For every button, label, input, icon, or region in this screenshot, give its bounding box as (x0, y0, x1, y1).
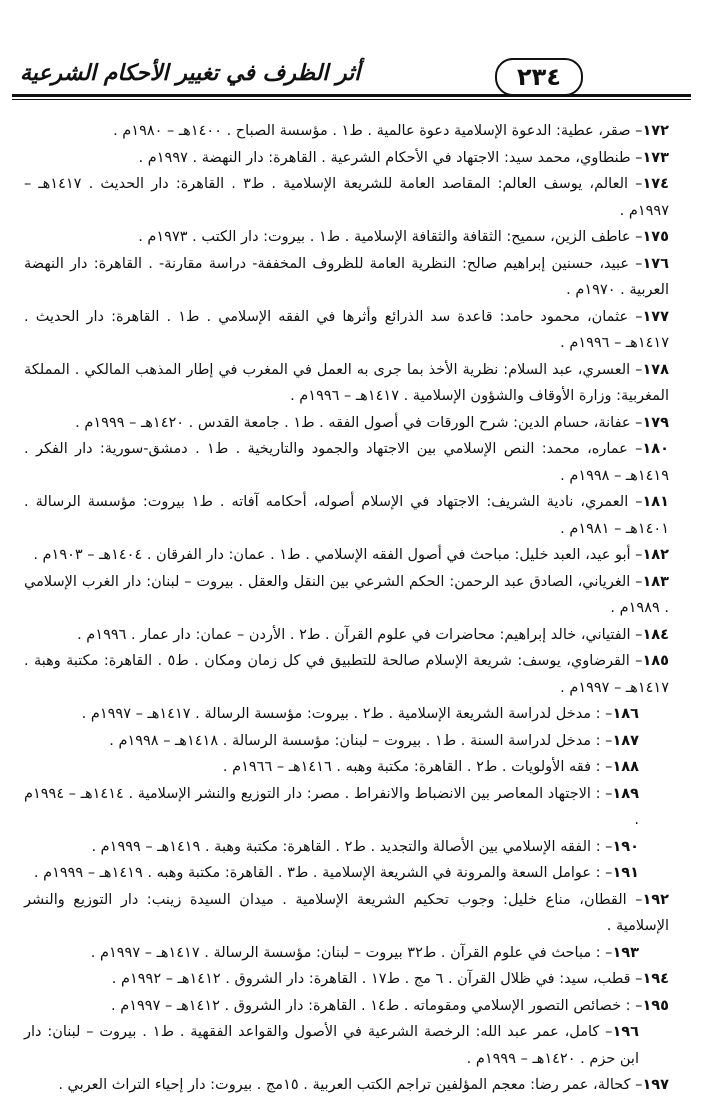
bibliography-entry (24, 728, 669, 755)
entry-text: – : الاجتهاد المعاصر بين الانضباط والانفراط . مصر: دار التوزيع والنشر الإسلامية . ١٤١٤هـ – ١٩٩٤م . (24, 785, 639, 828)
bibliography-entry (24, 781, 669, 834)
bibliography-entry (24, 224, 669, 251)
entry-number: ١٧٣ (642, 149, 669, 166)
entry-text: – العمري، نادية الشريف: الاجتهاد في الإسلام أصوله، أحكامه آفاته . ط١ بيروت: مؤسسة الرسالة . ١٤٠١هـ – ١٩٨١م . (24, 494, 669, 537)
bibliography-entry (24, 648, 669, 701)
entry-text: – الغرياني، الصادق عبد الرحمن: الحكم الشرعي بين النقل والعقل . بيروت – لبنان: دار الغرب الإسلامي . ١٩٨٩م . (24, 573, 669, 616)
entry-number: ١٨٠ (642, 441, 669, 457)
entry-text: – : مباحث في علوم القرآن . ط٣٢ بيروت – لبنان: مؤسسة الرسالة . ١٤١٧هـ – ١٩٩٧م . (90, 944, 613, 961)
entry-number: ١٨٢ (642, 547, 669, 563)
bibliography-entry (24, 887, 669, 940)
bibliography-entry (24, 569, 669, 622)
entry-number: ١٩٣ (612, 944, 639, 961)
bibliography-list (24, 118, 669, 1099)
entry-text: – صقر، عطية: الدعوة الإسلامية دعوة عالمية . ط١ . مؤسسة الصباح . ١٤٠٠هـ – ١٩٨٠م . (113, 123, 643, 139)
bibliography-entry (24, 701, 669, 728)
running-title: أثر الظرف في تغيير الأحكام الشرعية (20, 60, 361, 86)
entry-number: ١٩٤ (642, 971, 669, 987)
entry-number: ١٩٠ (612, 838, 639, 855)
entry-text: – : مدخل لدراسة السنة . ط١ . بيروت – لبنان: مؤسسة الرسالة . ١٤١٨هـ – ١٩٩٨م . (109, 732, 613, 749)
bibliography-entry (24, 542, 669, 569)
bibliography-entry (24, 860, 669, 887)
entry-number: ١٧٥ (642, 229, 669, 245)
bibliography-entry (24, 436, 669, 489)
entry-text: – : مدخل لدراسة الشريعة الإسلامية . ط٢ . بيروت: مؤسسة الرسالة . ١٤١٧هـ – ١٩٩٧م . (81, 706, 613, 722)
entry-text: – عماره، محمد: النص الإسلامي بين الاجتهاد والجمود والتاريخية . ط١ . دمشق-سورية: دار الفكر . ١٤١٩هـ – ١٩٩٨م . (24, 441, 669, 484)
bibliography-entry (24, 754, 669, 781)
entry-number: ١٧٨ (642, 361, 669, 378)
bibliography-entry (24, 1019, 669, 1072)
entry-number: ١٨٩ (612, 785, 639, 802)
entry-number: ١٨٦ (612, 706, 639, 722)
entry-text: – : خصائص التصور الإسلامي ومقوماته . ط١٤ . القاهرة: دار الشروق . ١٤١٢هـ – ١٩٩٧م . (111, 997, 643, 1014)
page-header (12, 50, 691, 102)
header-rule (12, 94, 691, 100)
entry-number: ١٧٩ (642, 414, 669, 431)
bibliography-entry (24, 251, 669, 304)
entry-text: – كامل، عمر عبد الله: الرخصة الشرعية في الأصول والقواعد الفقهية . ط١ . بيروت – لبنان: دار ابن حزم . ١٤٢٠هـ – ١٩٩٩م . (24, 1024, 639, 1067)
bibliography-entry (24, 118, 669, 145)
entry-number: ١٨٥ (642, 653, 669, 669)
entry-text: – عاطف الزين، سميح: الثقافة والثقافة الإسلامية . ط١ . بيروت: دار الكتب . ١٩٧٣م . (138, 229, 643, 245)
entry-text: – : فقه الأولويات . ط٢ . القاهرة: مكتبة وهبه . ١٤١٦هـ – ١٩٦٦م . (222, 759, 613, 775)
bibliography-entry (24, 410, 669, 437)
entry-number: ١٧٧ (642, 308, 670, 325)
bibliography-entry (24, 966, 669, 993)
bibliography-entry (24, 304, 669, 357)
entry-text: – الفتياني، خالد إبراهيم: محاضرات في علوم القرآن . ط٢ . الأردن – عمان: دار عمار . ١٩٩٦م . (77, 626, 643, 643)
bibliography-entry (24, 357, 669, 410)
entry-number: ١٨٤ (642, 626, 669, 643)
entry-text: – عبيد، حسنين إبراهيم صالح: النظرية العامة للظروف المخففة- دراسة مقارنة- . القاهرة: دار النهضة العربية . ١٩٧٠م . (24, 255, 669, 298)
entry-text: – القطان، مناع خليل: وجوب تحكيم الشريعة الإسلامية . ميدان السيدة زينب: دار التوزيع والنشر الإسلامية . (24, 891, 669, 934)
bibliography-entry (24, 489, 669, 542)
entry-number: ١٨٣ (642, 573, 669, 590)
entry-number: ١٩٧ (642, 1077, 669, 1093)
bibliography-entry (24, 171, 669, 224)
bibliography-entry (24, 940, 669, 967)
bibliography-entry (24, 1072, 669, 1099)
entry-text: – : الفقه الإسلامي بين الأصالة والتجديد . ط٢ . القاهرة: مكتبة وهبة . ١٤١٩هـ – ١٩٩٩م . (91, 838, 613, 855)
bibliography-entry (24, 993, 669, 1020)
entry-text: – كحالة، عمر رضا: معجم المؤلفين تراجم الكتب العربية . ١٥مج . بيروت: دار إحياء التراث العربي . (58, 1077, 643, 1093)
entry-number: ١٨٨ (612, 759, 639, 775)
entry-number: ١٧٦ (642, 255, 669, 272)
entry-text: – قطب، سيد: في ظلال القرآن . ٦ مج . ط١٧ . القاهرة: دار الشروق . ١٤١٢هـ – ١٩٩٢م . (111, 971, 643, 987)
bibliography-entry (24, 145, 669, 172)
entry-number: ١٨٧ (612, 732, 639, 749)
entry-text: – العسري، عبد السلام: نظرية الأخذ بما جرى به العمل في المغرب في إطار المذهب المالكي . المملكة المغربية: وزارة الأوقاف والشؤون الإسلامية . ١٤١٧هـ – ١٩٩٦م . (24, 361, 669, 404)
entry-number: ١٩٢ (642, 891, 669, 908)
entry-number: ١٩٥ (642, 997, 669, 1014)
entry-text: – أبو عيد، العبد خليل: مباحث في أصول الفقه الإسلامي . ط١ . عمان: دار الفرقان . ١٤٠٤هـ – ١٩٠٣م . (33, 547, 643, 563)
entry-text: – عفانة، حسام الدين: شرح الورقات في أصول الفقه . ط١ . جامعة القدس . ١٤٢٠هـ – ١٩٩٩م . (75, 414, 643, 431)
entry-text: – القرضاوي، يوسف: شريعة الإسلام صالحة للتطبيق في كل زمان ومكان . ط٥ . القاهرة: مكتبة وهبة . ١٤١٧هـ – ١٩٩٧م . (24, 653, 669, 696)
entry-number: ١٩٦ (612, 1024, 639, 1040)
entry-text: – طنطاوي، محمد سيد: الاجتهاد في الأحكام الشرعية . القاهرة: دار النهضة . ١٩٩٧م . (138, 149, 643, 166)
bibliography-entry (24, 622, 669, 649)
page-number: ٢٣٤ (495, 58, 583, 96)
entry-number: ١٨١ (642, 494, 670, 510)
bibliography-entry (24, 834, 669, 861)
entry-number: ١٧٤ (642, 176, 669, 192)
entry-number: ١٩١ (612, 865, 639, 881)
entry-text: – عثمان، محمود حامد: قاعدة سد الذرائع وأثرها في الفقه الإسلامي . ط١ . القاهرة: دار الحديث . ١٤١٧هـ – ١٩٩٦م . (24, 308, 669, 351)
entry-number: ١٧٢ (642, 123, 669, 139)
entry-text: – العالم، يوسف العالم: المقاصد العامة للشريعة الإسلامية . ط٣ . القاهرة: دار الحديث . ١٤١٧هـ – ١٩٩٧م . (24, 176, 669, 219)
entry-text: – : عوامل السعة والمرونة في الشريعة الإسلامية . ط٣ . القاهرة: مكتبة وهبه . ١٤١٩هـ – ١٩٩٩م . (33, 865, 613, 881)
